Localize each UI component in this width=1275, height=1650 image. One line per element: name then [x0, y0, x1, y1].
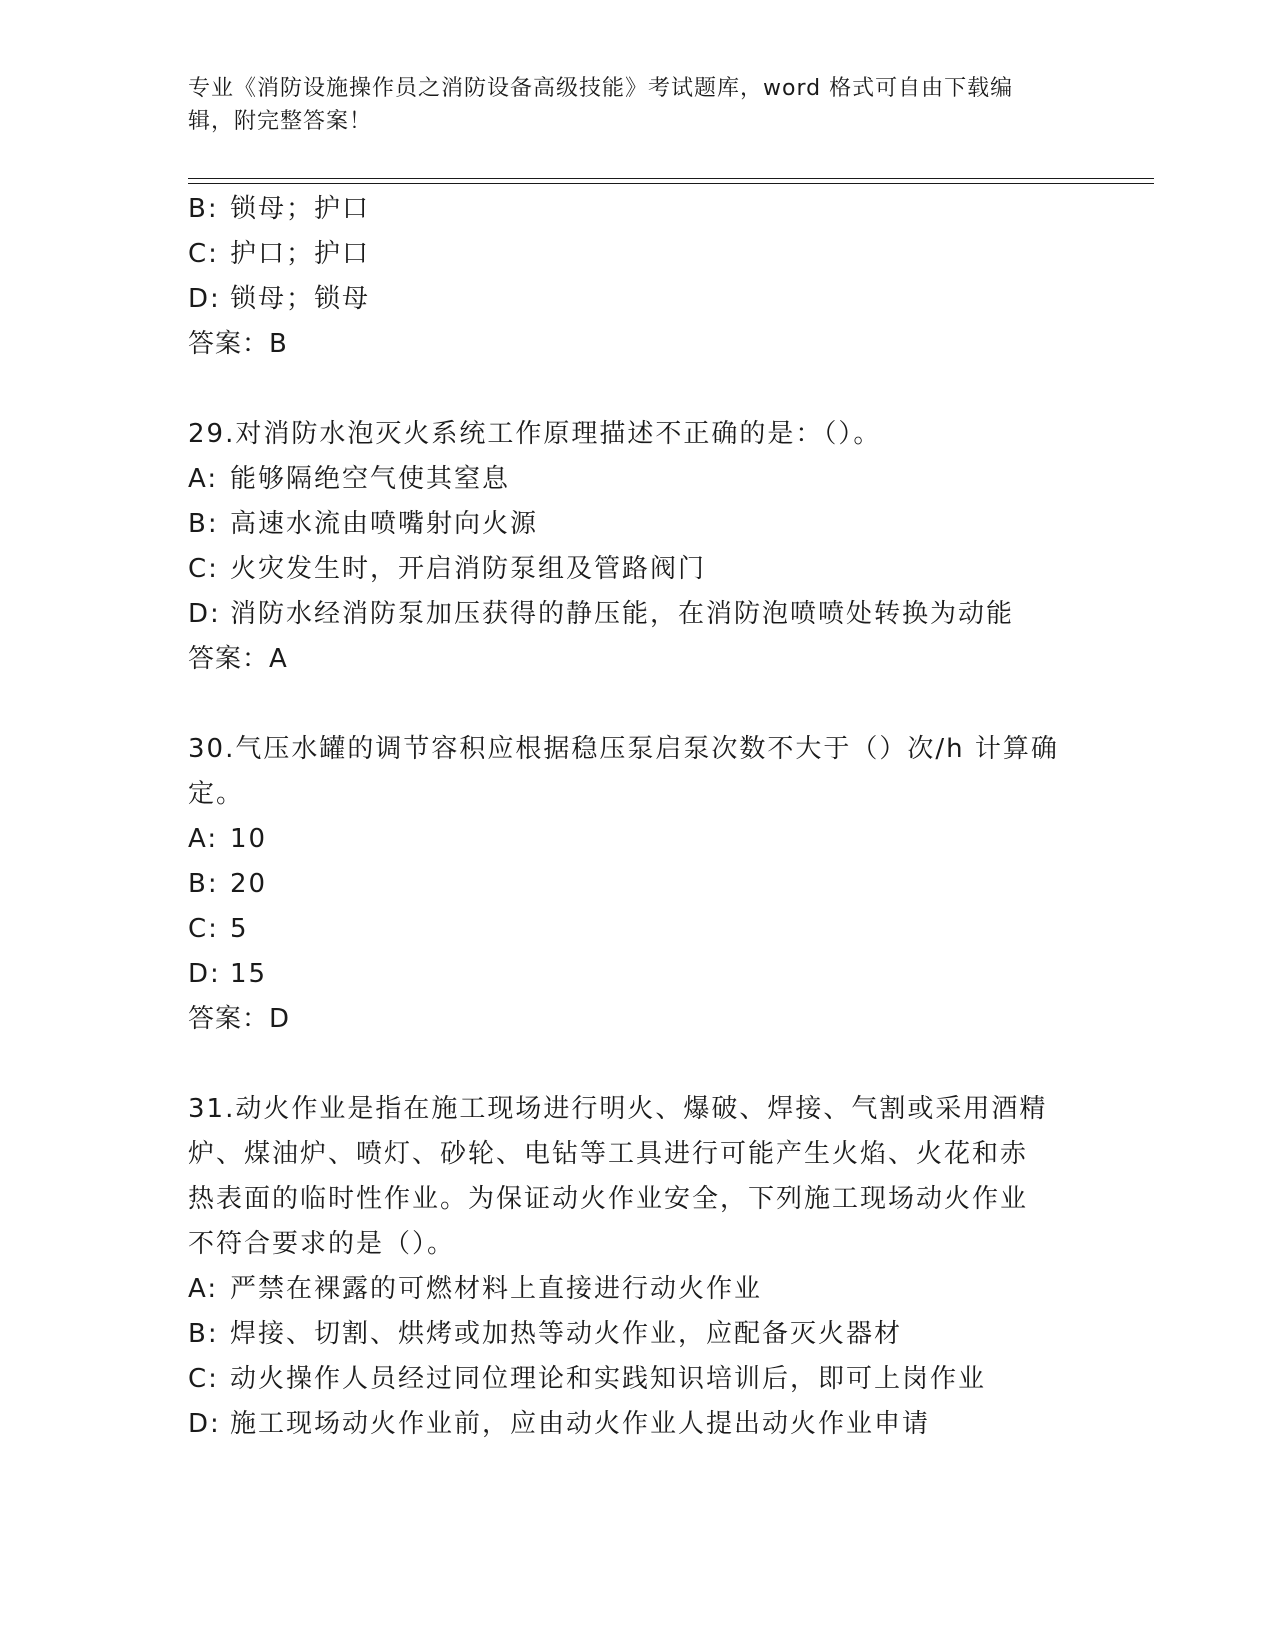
header-divider-bottom [188, 183, 1154, 184]
q31-option-b: B: 焊接、切割、烘烤或加热等动火作业，应配备灭火器材 [188, 1319, 903, 1349]
q29-option-b: B: 高速水流由喷嘴射向火源 [188, 509, 539, 539]
q30-option-a: A: 10 [188, 824, 268, 854]
header-line-1: 专业《消防设施操作员之消防设备高级技能》考试题库，word 格式可自由下载编 [188, 76, 1014, 101]
q31-stem-line-3: 热表面的临时性作业。为保证动火作业安全，下列施工现场动火作业 [188, 1184, 1029, 1214]
q31-stem-line-4: 不符合要求的是（）。 [188, 1229, 456, 1259]
q28-option-c: C: 护口；护口 [188, 239, 371, 269]
q28-option-d: D: 锁母；锁母 [188, 284, 371, 314]
q30-stem-line-2: 定。 [188, 779, 245, 809]
q31-option-d: D: 施工现场动火作业前，应由动火作业人提出动火作业申请 [188, 1409, 931, 1439]
q30-option-d: D: 15 [188, 959, 268, 989]
header-line-2: 辑，附完整答案！ [188, 109, 373, 134]
q31-option-c: C: 动火操作人员经过同位理论和实践知识培训后，即可上岗作业 [188, 1364, 987, 1394]
q29-option-d: D: 消防水经消防泵加压获得的静压能，在消防泡喷喷处转换为动能 [188, 599, 1015, 629]
q28-option-b: B: 锁母；护口 [188, 194, 371, 224]
q29-stem: 29.对消防水泡灭火系统工作原理描述不正确的是：（）。 [188, 419, 882, 449]
q28-answer: 答案：B [188, 329, 288, 359]
q29-answer: 答案：A [188, 644, 288, 674]
q30-answer: 答案：D [188, 1004, 291, 1034]
q31-stem-line-2: 炉、煤油炉、喷灯、砂轮、电钻等工具进行可能产生火焰、火花和赤 [188, 1139, 1029, 1169]
document-header [188, 72, 1068, 138]
q31-option-a: A: 严禁在裸露的可燃材料上直接进行动火作业 [188, 1274, 763, 1304]
q30-stem-line-1: 30.气压水罐的调节容积应根据稳压泵启泵次数不大于（）次/h 计算确 [188, 734, 1059, 764]
q31-stem-line-1: 31.动火作业是指在施工现场进行明火、爆破、焊接、气割或采用酒精 [188, 1094, 1048, 1124]
q29-option-a: A: 能够隔绝空气使其窒息 [188, 464, 511, 494]
q29-option-c: C: 火灾发生时，开启消防泵组及管路阀门 [188, 554, 707, 584]
q30-option-b: B: 20 [188, 869, 268, 899]
header-divider-top [188, 178, 1154, 179]
q30-option-c: C: 5 [188, 914, 249, 944]
